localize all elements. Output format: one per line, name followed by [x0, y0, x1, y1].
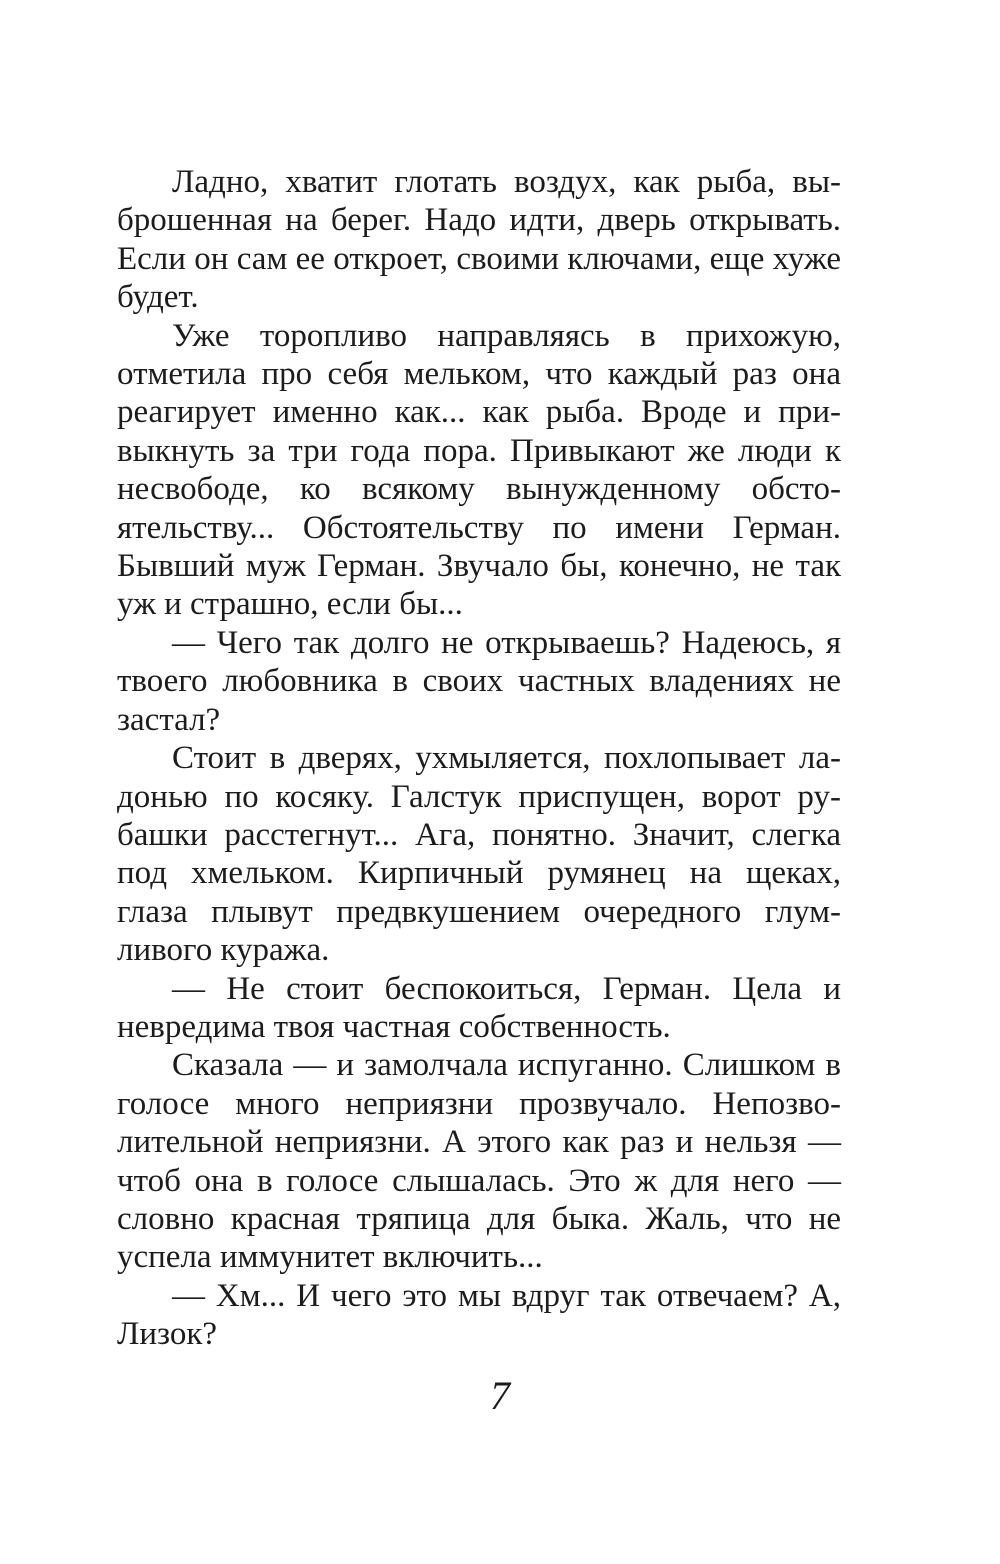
- paragraph: Уже торопливо направляясь в прихожую, отметила про себя мельком, что каждый раз она реагирует именно как... как рыба. Вроде и привыкнуть за три года пора. Привыкают же люди к несвободе, ко всякому вынужденному обстоятельству... Обстоятельству по имени Герман. Бывший муж Герман. Звучало бы, конечно, не так уж и страшно, если бы...: [117, 317, 841, 623]
- paragraph: Ладно, хватит глотать воздух, как рыба, выброшенная на берег. Надо идти, дверь открывать. Если он сам ее откроет, своими ключами, еще хуже будет.: [117, 164, 841, 316]
- dialogue-paragraph: — Не стоит беспокоиться, Герман. Цела и невредима твоя частная собственность.: [117, 970, 841, 1045]
- body-text: [117, 163, 841, 1354]
- paragraph: Стоит в дверях, ухмыляется, похлопывает ладонью по косяку. Галстук приспущен, ворот рубашки расстегнут... Ага, понятно. Значит, слегка под хмельком. Кирпичный румянец на щеках, глаза плывут предвкушением очередного глумливого куража.: [117, 740, 841, 969]
- dialogue-paragraph: — Хм... И чего это мы вдруг так отвечаем? А, Лизок?: [117, 1277, 841, 1353]
- paragraph: Сказала — и замолчала испуганно. Слишком в голосе много неприязни прозвучало. Непозволительной неприязни. А этого как раз и нельзя — чтоб она в голосе слышалась. Это ж для него — словно красная тряпица для быка. Жаль, что не успела иммунитет включить...: [117, 1047, 841, 1276]
- page-number: 7: [490, 1373, 510, 1418]
- dialogue-paragraph: — Чего так долго не открываешь? Надеюсь, я твоего любовника в своих частных владениях не застал?: [117, 624, 841, 738]
